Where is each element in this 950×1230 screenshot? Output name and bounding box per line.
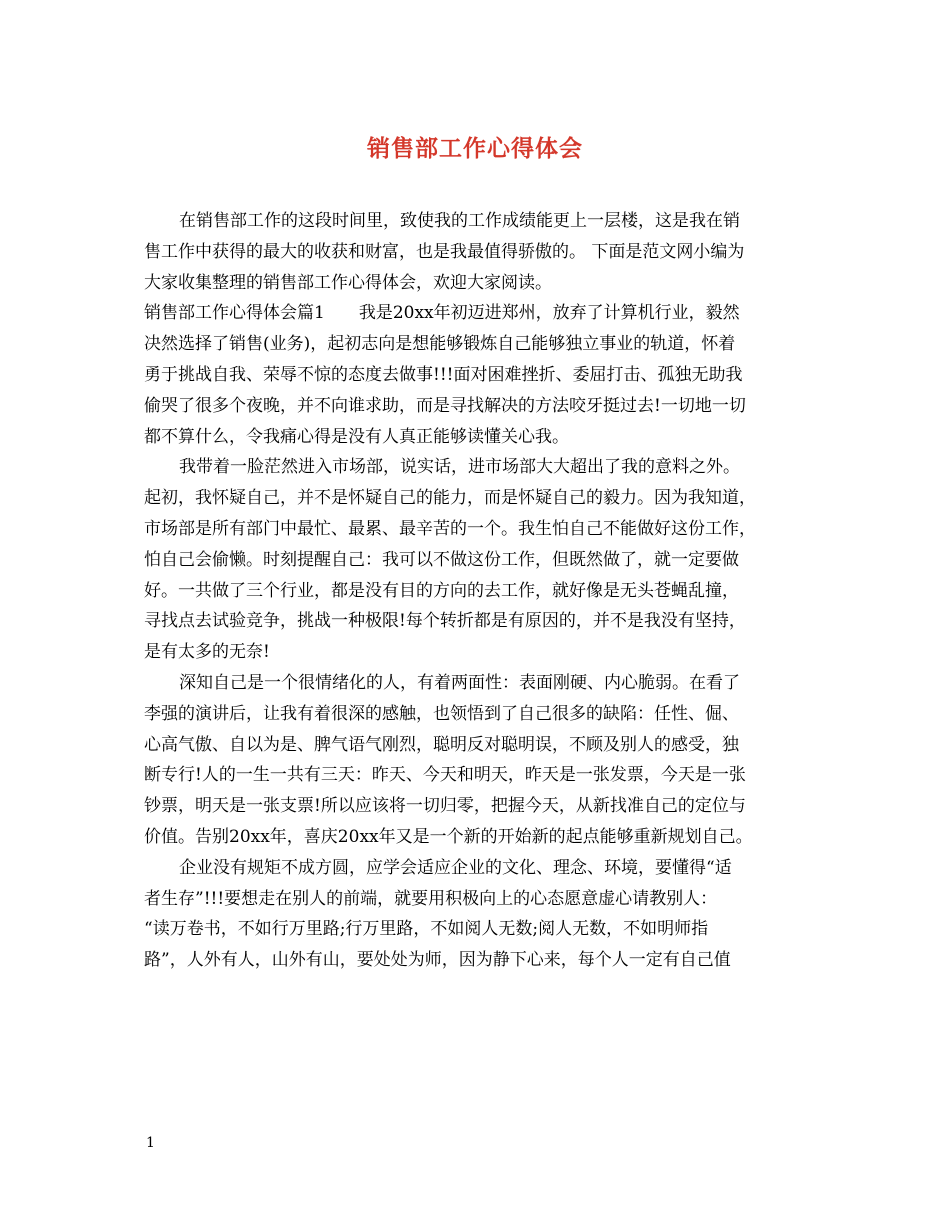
body-line: 决然选择了销售(业务)，起初志向是想能够锻炼自己能够独立事业的轨道，怀着: [144, 334, 736, 355]
body-line: 钞票，明天是一张支票!所以应该将一切归零，把握今天，从新找准自己的定位与: [144, 796, 746, 817]
body-line: 李强的演讲后，让我有着很深的感触，也领悟到了自己很多的缺陷：任性、倔、: [144, 703, 739, 724]
body-line: 我带着一脸茫然进入市场部，说实话，进市场部大大超出了我的意料之外。: [179, 457, 740, 478]
page-number: 1: [146, 1135, 155, 1151]
body-line: 市场部是所有部门中最忙、最累、最辛苦的一个。我生怕自己不能做好这份工作，: [144, 518, 756, 539]
body-line: 企业没有规矩不成方圆，应学会适应企业的文化、理念、环境，要懂得“适: [179, 857, 732, 878]
body-line: 寻找点去试验竞争，挑战一种极限!每个转折都是有原因的，并不是我没有坚持，: [144, 611, 746, 632]
body-line: 在销售部工作的这段时间里，致使我的工作成绩能更上一层楼，这是我在销: [179, 211, 740, 231]
body-line: 路”，人外有人，山外有山，要处处为师，因为静下心来，每个人一定有自己值: [144, 950, 731, 971]
body-line: 断专行!人的一生一共有三天：昨天、今天和明天，昨天是一张发票，今天是一张: [144, 765, 746, 786]
body-line: 勇于挑战自我、荣辱不惊的态度去做事!!!面对困难挫折、委屈打击、孤独无助我: [144, 364, 743, 385]
body-line: 起初，我怀疑自己，并不是怀疑自己的能力，而是怀疑自己的毅力。因为我知道，: [144, 488, 756, 509]
body-line: 销售部工作心得体会篇1 我是20xx年初迈进郑州，放弃了计算机行业，毅然: [144, 303, 740, 324]
body-line: “读万卷书，不如行万里路;行万里路，不如阅人无数;阅人无数，不如明师指: [144, 919, 709, 940]
document-title: 销售部工作心得体会: [367, 135, 583, 162]
body-line: 大家收集整理的销售部工作心得体会，欢迎大家阅读。: [144, 272, 552, 293]
body-line: 深知自己是一个很情绪化的人，有着两面性：表面刚硬、内心脆弱。在看了: [179, 672, 740, 693]
body-line: 偷哭了很多个夜晚，并不向谁求助，而是寻找解决的方法咬牙挺过去!一切地一切: [144, 395, 746, 416]
document-body: [144, 206, 812, 976]
body-line: 售工作中获得的最大的收获和财富，也是我最值得骄傲的。 下面是范文网小编为: [144, 241, 745, 262]
body-line: 都不算什么，令我痛心得是没有人真正能够读懂关心我。: [144, 426, 569, 447]
body-line: 者生存”!!!要想走在别人的前端，就要用积极向上的心态愿意虚心请教别人：: [144, 888, 718, 909]
body-line: 好。一共做了三个行业，都是没有目的方向的去工作，就好像是无头苍蝇乱撞，: [144, 580, 739, 601]
body-line: 是有太多的无奈!: [144, 642, 270, 663]
body-line: 怕自己会偷懒。时刻提醒自己：我可以不做这份工作，但既然做了，就一定要做: [144, 549, 739, 570]
body-line: 心高气傲、自以为是、脾气语气刚烈，聪明反对聪明误，不顾及别人的感受，独: [144, 734, 739, 755]
body-line: 价值。告别20xx年，喜庆20xx年又是一个新的开始新的起点能够重新规划自己。: [144, 826, 753, 847]
